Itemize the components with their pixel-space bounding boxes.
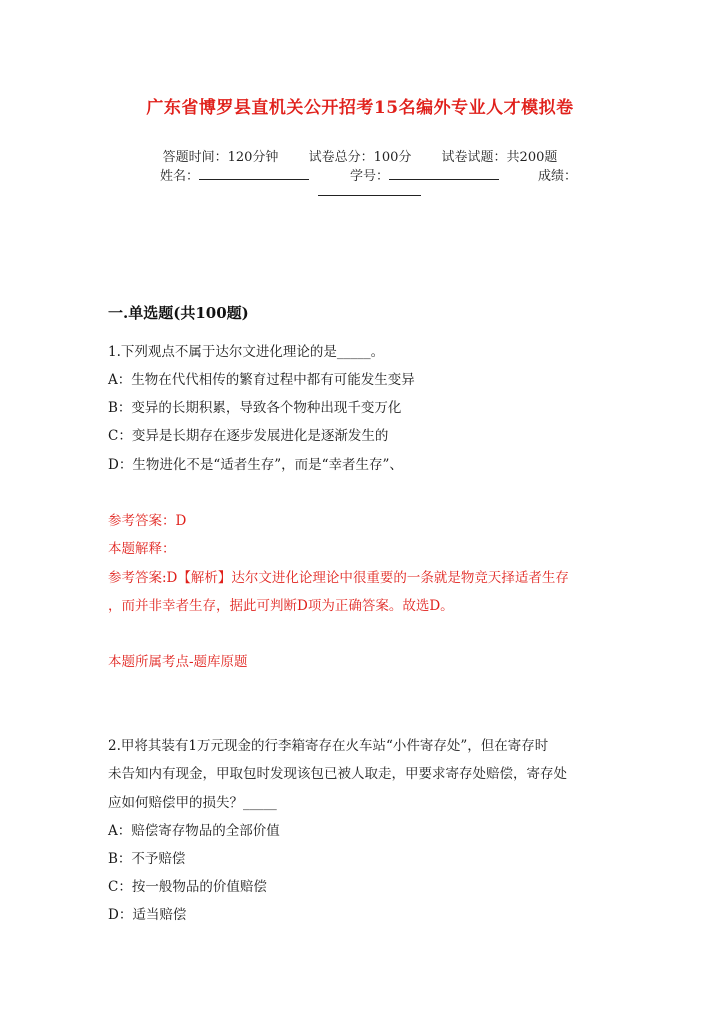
question-1-stem: 1.下列观点不属于达尔文进化理论的是_____。 xyxy=(108,344,385,360)
page-title: 广东省博罗县直机关公开招考15名编外专业人才模拟卷 xyxy=(146,98,574,118)
question-2-stem-line-3: 应如何赔偿甲的损失？_____ xyxy=(108,795,277,811)
name-label: 姓名： xyxy=(160,169,200,184)
student-id-field xyxy=(350,165,499,184)
exam-time: 答题时间：120分钟 xyxy=(162,150,279,165)
section-heading: 一.单选题(共100题) xyxy=(108,304,249,322)
score-blank xyxy=(318,183,421,196)
question-2-option-d: D：适当赔偿 xyxy=(108,907,187,923)
student-id-blank xyxy=(389,167,499,180)
name-field xyxy=(160,165,309,184)
exam-question-count: 试卷试题：共200题 xyxy=(441,150,558,165)
question-1-explain-line-1: 参考答案:D【解析】达尔文进化论理论中很重要的一条就是物竞天择适者生存 xyxy=(108,570,569,586)
question-1-explain-line-2: ，而并非幸者生存，据此可判断D项为正确答案。故选D。 xyxy=(108,598,454,614)
score-field xyxy=(538,165,577,184)
question-1-option-d: D：生物进化不是“适者生存”，而是“幸者生存”、 xyxy=(108,457,403,473)
exam-info xyxy=(0,146,720,165)
question-2-stem-line-1: 2.甲将其装有1万元现金的行李箱寄存在火车站“小件寄存处”，但在寄存时 xyxy=(108,738,549,754)
question-1-answer: 参考答案：D xyxy=(108,513,187,529)
score-label: 成绩： xyxy=(538,169,578,184)
question-2-stem-line-2: 未告知内有现金，甲取包时发现该包已被人取走，甲要求寄存处赔偿，寄存处 xyxy=(108,766,567,782)
student-id-label: 学号： xyxy=(350,169,390,184)
question-1-option-c: C：变异是长期存在逐步发展进化是逐渐发生的 xyxy=(108,428,389,444)
question-1-option-b: B：变异的长期积累，导致各个物种出现千变万化 xyxy=(108,400,402,416)
question-2-option-b: B：不予赔偿 xyxy=(108,851,186,867)
question-1-option-a: A：生物在代代相传的繁育过程中都有可能发生变异 xyxy=(108,372,415,388)
question-2-option-c: C：按一般物品的价值赔偿 xyxy=(108,879,267,895)
exam-total-score: 试卷总分：100分 xyxy=(308,150,412,165)
question-1-source: 本题所属考点-题库原题 xyxy=(108,654,248,670)
name-blank xyxy=(199,167,309,180)
question-1-explain-label: 本题解释： xyxy=(108,541,176,557)
question-2-option-a: A：赔偿寄存物品的全部价值 xyxy=(108,823,280,839)
